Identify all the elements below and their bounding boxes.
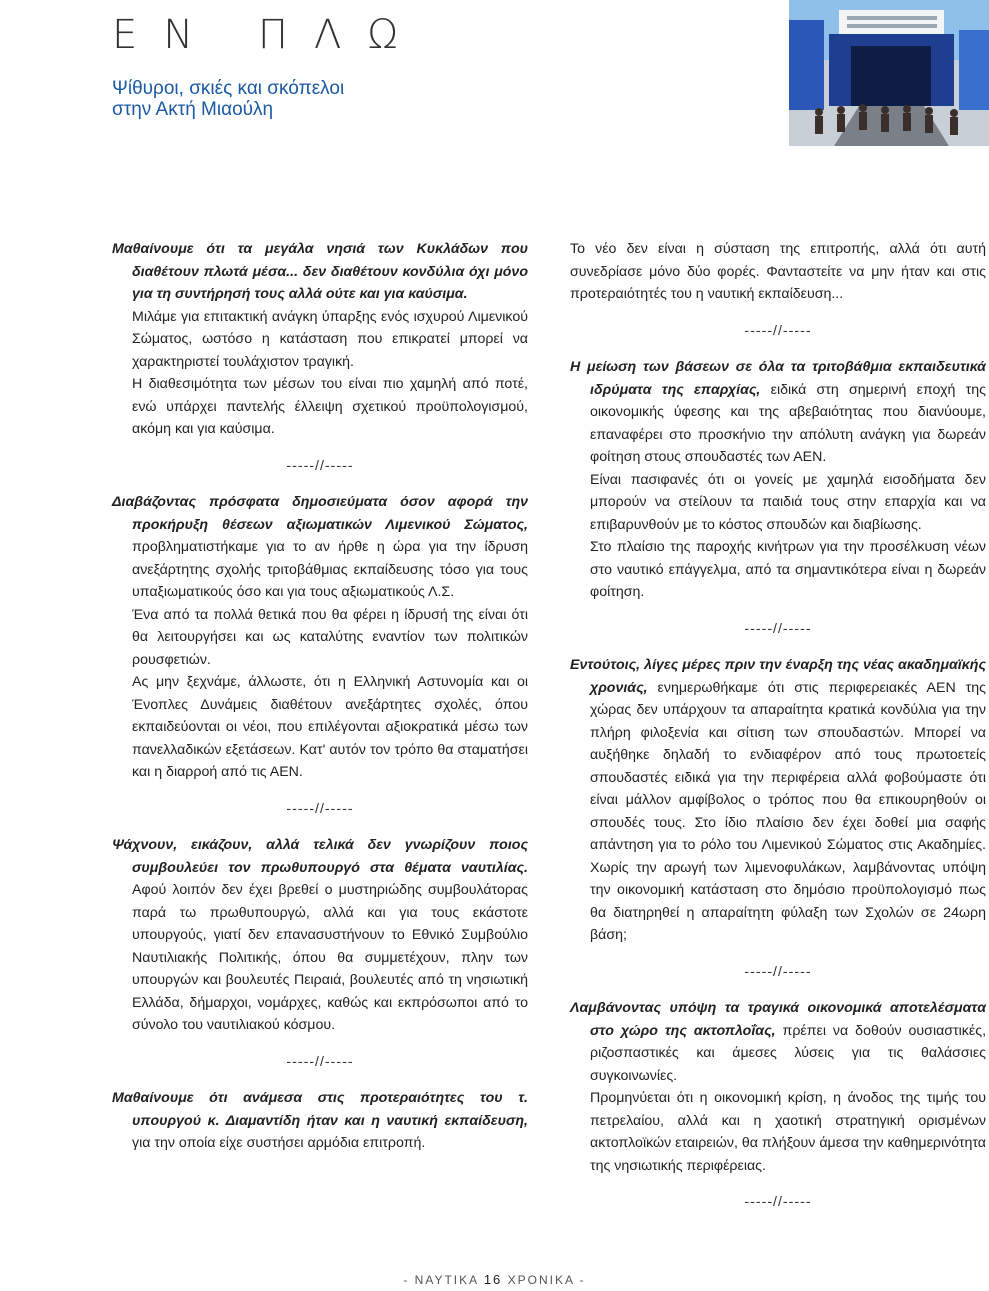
item-1-lead: Μαθαίνουμε ότι τα μεγάλα νησιά των Κυκλάδων που διαθέτουν πλωτά μέσα... δεν διαθέτουν κονδύλια όχι μόνο για τη συντήρησή τους αλλά ούτε και για καύσιμα.: [112, 241, 528, 302]
item-5-text: ειδικά στη σημερινή εποχή της οικονομικής ύφεσης και της αβεβαιότητας που διανύουμε, επαναφέρει στο προσκήνιο την απόλυτη ανάγκη για δωρεάν φοίτηση στους σπουδαστές των ΑΕΝ.: [590, 381, 986, 465]
item-5-lead: Η μείωση των βάσεων σε όλα τα τριτοβάθμια εκπαιδευτικά ιδρύματα της επαρχίας,: [570, 359, 986, 398]
item-3-text: Αφού λοιπόν δεν έχει βρεθεί ο μυστηριώδης συμβουλάτορας παρά τω πρωθυπουργώ, αλλά και για τους εκάστοτε υπουργούς, γιατί δεν επανασυστήνουν το Εθνικό Συμβούλιο Ναυτιλιακής Πολιτικής, όπου θα συμμετέχουν, πλην των υπουργών και βουλευτές Πειραιά, βουλευτές από τη νησιωτική Ελλάδα, δήμαρχοι, νομάρχες, καθώς και εκπρόσωποι από το σύνολο του ναυτιλιακού κόσμου.: [132, 882, 528, 1033]
item-4-lead: Μαθαίνουμε ότι ανάμεσα στις προτεραιότητες του τ. υπουργού κ. Διαμαντίδη ήταν και η ναυτική εκπαίδευση,: [112, 1090, 528, 1129]
footer-magazine-right: ΧΡΟΝΙΚΑ -: [502, 1273, 586, 1287]
page-footer: [0, 1272, 989, 1287]
headline-line-1: Ψίθυροι, σκιές και σκόπελοι: [112, 78, 345, 99]
footer-magazine-left: - ΝΑΥΤΙΚΑ: [403, 1273, 484, 1287]
item-1-paragraph-2: Η διαθεσιμότητα των μέσων του είναι πιο χαμηλή από ποτέ, ενώ υπάρχει παντελής έλλειψη σχετικού προϋπολογισμού, ακόμη και για καύσιμα.: [132, 376, 528, 437]
separator: -----//-----: [744, 963, 812, 980]
item-6-text: ενημερωθήκαμε ότι στις περιφερειακές ΑΕΝ της χώρας δεν υπάρχουν τα απαραίτητα κρατικά κονδύλια για την πλήρη φιλοξενία και σίτιση των σπουδαστών. Μπορεί να αυξήθηκε δηλαδή το ενδιαφέρον από τους πρωτοετείς σπουδαστές ειδικά για την περιφέρεια αλλά φοβούμαστε ότι είναι μάλλον αμφίβολος ο τρόπος που θα επικουρηθούν οι σπουδές τους. Στο ίδιο πλαίσιο δεν έχει δοθεί μια σαφής απάντηση για το ρόλο του Λιμενικού Σώματος στις Ακαδημίες. Χωρίς την αρωγή των λιμενοφυλάκων, λαμβάνοντας υπόψη την οικονομική κατάσταση στο δημόσιο προϋπολογισμό πως θα διατηρηθεί η απαραίτητη φύλαξη των Σχολών σε 24ωρη βάση;: [590, 679, 986, 943]
ferry-illustration: [789, 0, 989, 146]
item-2-paragraph-2: Ας μην ξεχνάμε, άλλωστε, ότι η Ελληνική Αστυνομία και οι Ένοπλες Δυνάμεις διαθέτουν ανεξάρτητες σχολές, όπου εκπαιδεύονται οι νέοι, που επιλέγονται αξιοκρατικά μέσω των πανελλαδικών εξετάσεων. Κατ' αυτόν τον τρόπο θα σταματήσει και η διαρροή από τις ΑΕΝ.: [132, 674, 528, 780]
item-7-paragraph: [570, 997, 986, 1087]
item-5-paragraph-1: Είναι πασιφανές ότι οι γονείς με χαμηλά εισοδήματα δεν μπορούν να στείλουν τα παιδιά τους στην επαρχία και να επιβαρυνθούν με το κόστος σπουδών και διαβίωσης.: [590, 471, 986, 533]
separator: -----//-----: [744, 1194, 812, 1210]
item-3-paragraph: [112, 834, 528, 1037]
item-5-paragraph: [570, 356, 986, 469]
item-2-paragraph: [112, 491, 528, 604]
item-6-lead: Εντούτοις, λίγες μέρες πριν την έναρξη της νέας ακαδημαϊκής χρονιάς,: [570, 657, 986, 696]
page-headline: [112, 78, 532, 120]
item-4-continuation: Το νέο δεν είναι η σύσταση της επιτροπής, αλλά ότι αυτή συνεδρίασε μόνο δύο φορές. Φανταστείτε να μην ήταν και στις προτεραιότητές του η ναυτική εκπαίδευση...: [570, 241, 986, 302]
item-7-paragraph-1: Προμηνύεται ότι η οικονομική κρίση, η άνοδος της τιμής του πετρελαίου, αλλά και η χαοτική στρατηγική ορισμένων ακτοπλοϊκών εταιρειών, θα πλήξουν άμεσα την καθημερινότητα της νησιωτικής περιφέρειας.: [590, 1090, 986, 1174]
item-2-paragraph-1: Ένα από τα πολλά θετικά που θα φέρει η ίδρυσή της είναι ότι θα λειτουργήσει και ως καταλύτης εναντίον των πολιτικών ρουσφετιών.: [132, 606, 528, 668]
separator: -----//-----: [286, 800, 354, 817]
ferry-photo: [789, 0, 989, 146]
right-column: [570, 238, 986, 1228]
left-column: [112, 238, 528, 1155]
headline-line-2: στην Ακτή Μιαούλη: [112, 99, 274, 120]
item-3-lead: Ψάχνουν, εικάζουν, αλλά τελικά δεν γνωρίζουν ποιος συμβουλεύει τον πρωθυπουργό στα θέματα ναυτιλίας.: [112, 837, 528, 876]
item-4-paragraph: [112, 1087, 528, 1155]
item-7-lead: Λαμβάνοντας υπόψη τα τραγικά οικονομικά αποτελέσματα στο χώρο της ακτοπλοΐας,: [570, 1000, 986, 1039]
separator: -----//-----: [286, 457, 354, 474]
item-4-text: για την οποία είχε συστήσει αρμόδια επιτροπή.: [132, 1135, 426, 1151]
separator: -----//-----: [744, 620, 812, 637]
section-kicker: ΕΝ ΠΛΩ: [112, 12, 424, 58]
item-5-paragraph-2: Στο πλαίσιο της παροχής κινήτρων για την προσέλκυση νέων στο ναυτικό επάγγελμα, από τα σημαντικότερα είναι η δωρεάν φοίτηση.: [590, 539, 986, 600]
item-1-paragraph-1: Μιλάμε για επιτακτική ανάγκη ύπαρξης ενός ισχυρού Λιμενικού Σώματος, ωστόσο η κατάσταση που επικρατεί μπορεί να χαρακτηριστεί τουλάχιστον τραγική.: [132, 308, 528, 370]
separator: -----//-----: [744, 322, 812, 339]
item-2-text: προβληματιστήκαμε για το αν ήρθε η ώρα για την ίδρυση ανεξάρτητης σχολής τριτοβάθμιας εκπαίδευσης τόσο για τους υπαξιωματικούς όσο και για τους αξιωματικούς Λ.Σ.: [132, 539, 528, 600]
page-number: 16: [483, 1272, 503, 1287]
item-6-paragraph: [570, 654, 986, 947]
item-2-lead: Διαβάζοντας πρόσφατα δημοσιεύματα όσον αφορά την προκήρυξη θέσεων αξιωματικών Λιμενικού Σώματος,: [112, 494, 528, 533]
item-7-text: πρέπει να δοθούν ουσιαστικές, ριζοσπαστικές και άμεσες λύσεις για τις θαλάσσιες συγκοινωνίες.: [590, 1022, 987, 1084]
separator: -----//-----: [286, 1053, 354, 1070]
